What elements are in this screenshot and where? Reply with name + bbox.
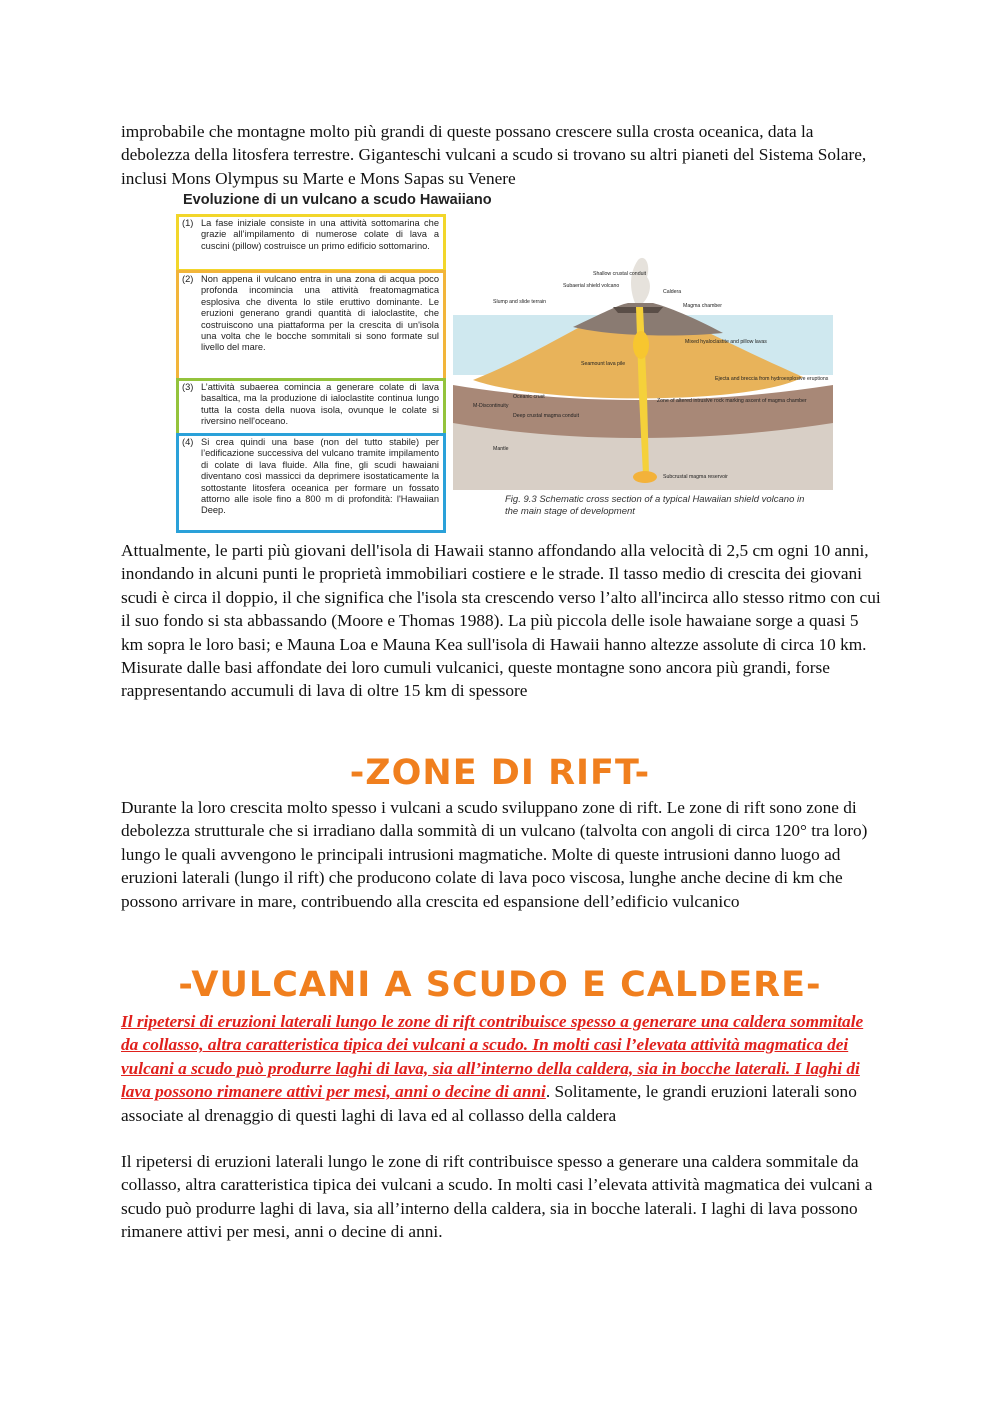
step-number: (4) bbox=[182, 437, 194, 447]
label-subaerial: Subaerial shield volcano bbox=[563, 283, 620, 289]
step-text: Si crea quindi una base (non del tutto stabile) per l’edificazione successiva del vulcano tramite impilamento di colate di lava fluide. Alla fine, gli scudi hawaiani diventano così massicci da deprimere isostaticamente la sottostante litosfera oceanica per formare un fossato attorno alle isole fino a 800 m di profondità: l'Hawaiian Deep. bbox=[201, 437, 439, 516]
magma-chamber-shape bbox=[633, 331, 649, 359]
step-text: Non appena il vulcano entra in una zona di acqua poco profonda incomincia una attività freatomagmatica esplosiva che diventa lo stile eruttivo dominante. Le eruzioni generano grandi quantità di ialoclastite, che costruiscono una piattaforma per la crescita di un'isola una volta che le bocche sommitali si sono formate sul livello del mare. bbox=[201, 274, 439, 353]
label-oceanic-crust: Oceanic crust bbox=[513, 394, 545, 400]
magma-reservoir-shape bbox=[633, 471, 657, 483]
caldera-paragraph bbox=[121, 1010, 881, 1127]
heading-zone-di-rift: -ZONE DI RIFT- bbox=[349, 753, 651, 793]
heading-vulcani-caldere: -VULCANI A SCUDO E CALDERE- bbox=[178, 965, 822, 1005]
label-magma-chamber: Magma chamber bbox=[683, 303, 722, 309]
step-2-box bbox=[176, 270, 446, 386]
step-text: L’attività subaerea comincia a generare colate di lava basaltica, ma la produzione di ialoclastite continua lungo tutta la costa della nuova isola, ovunque le colate si riversino nell'oceano. bbox=[201, 382, 439, 427]
step-number: (3) bbox=[182, 382, 194, 392]
step-4-box bbox=[176, 433, 446, 533]
label-reservoir: Subcrustal magma reservoir bbox=[663, 474, 728, 480]
step-number: (2) bbox=[182, 274, 194, 284]
label-ejecta: Ejecta and breccia from hydroexplosive eruptions bbox=[715, 376, 829, 382]
label-shallow-conduit: Shallow crustal conduit bbox=[593, 271, 647, 277]
label-zone: Zone of altered intrusive rock marking ascent of magma chamber bbox=[657, 398, 807, 404]
step-number: (1) bbox=[182, 218, 194, 228]
label-seamount: Seamount lava pile bbox=[581, 361, 626, 367]
intro-paragraph: improbabile che montagne molto più grandi di queste possano crescere sulla crosta oceanica, data la debolezza della litosfera terrestre. Giganteschi vulcani a scudo si trovano su altri pianeti del Sistema Solare, inclusi Mons Olympus su Marte e Mons Sapas su Venere bbox=[121, 122, 867, 188]
label-caldera: Caldera bbox=[663, 289, 682, 295]
label-moho: M-Discontinuity bbox=[473, 403, 509, 409]
figure-caption: Fig. 9.3 Schematic cross section of a typical Hawaiian shield volcano in the main stage of development bbox=[505, 494, 805, 517]
caldera-repeat-paragraph: Il ripetersi di eruzioni laterali lungo le zone di rift contribuisce spesso a generare una caldera sommitale da collasso, altra caratteristica tipica dei vulcani a scudo. In molti casi l’elevata attività magmatica dei vulcani a scudo può produrre laghi di lava, sia all’interno della caldera, sia in bocche laterali. I laghi di lava possono rimanere attivi per mesi, anni o decine di anni. bbox=[121, 1152, 873, 1242]
caldera-rest-text: . Solitamente, le grandi eruzioni laterali sono associate al drenaggio di questi laghi di lava ed al collasso della caldera bbox=[121, 1082, 857, 1125]
step-3-box bbox=[176, 378, 446, 436]
step-text: La fase iniziale consiste in una attività sottomarina che grazie all’impilamento di numerose colate di lava a cuscini (pillow) costruisce un primo edificio sottomarino. bbox=[201, 218, 439, 251]
step-1-box bbox=[176, 214, 446, 272]
label-mantle: Mantle bbox=[493, 446, 509, 452]
figure-title: Evoluzione di un vulcano a scudo Hawaiiano bbox=[183, 192, 492, 208]
caldera-emphasis-text: Il ripetersi di eruzioni laterali lungo le zone di rift contribuisce spesso a generare una caldera sommitale da collasso, altra caratteristica tipica dei vulcani a scudo. In molti casi l’elevata attività magmatica dei vulcani a scudo può produrre laghi di lava, sia all’interno della caldera, sia in bocche laterali. I laghi di lava possono rimanere attivi per mesi, anni o decine di anni bbox=[121, 1012, 864, 1102]
rift-paragraph: Durante la loro crescita molto spesso i vulcani a scudo sviluppano zone di rift. Le zone di rift sono zone di debolezza strutturale che si irradiano dalla sommità di un vulcano (talvolta con angoli di circa 120° tra loro) lungo le quali avvengono le principali intrusioni magmatiche. Molte di queste intrusioni danno luogo ad eruzioni laterali (lungo il rift) che producono colate di lava poco viscosa, lunghe anche decine di km che possono arrivare in mare, contribuendo alla crescita ed espansione dell’edificio vulcanico bbox=[121, 798, 868, 911]
hawaii-paragraph: Attualmente, le parti più giovani dell'isola di Hawaii stanno affondando alla velocità di 2,5 cm ogni 10 anni, inondando in alcuni punti le proprietà immobiliari costiere e le strade. Il tasso medio di crescita dei giovani scudi è circa il doppio, il che significa che l'isola sta crescendo verso l’alto all'incirca allo stesso ritmo con cui il suo fondo si sta abbassando (Moore e Thomas 1988). La più piccola delle isole hawaiane sorge a quasi 5 km sopra le loro basi; e Mauna Loa e Mauna Kea sull'isola di Hawaii hanno altezze assolute di circa 10 km. Misurate dalle basi affondate dei loro cumuli vulcanici, queste montagne sono ancora più grandi, forse rappresentando accumuli di lava di oltre 15 km di spessore bbox=[121, 541, 881, 701]
label-mixed: Mixed hyaloclastite and pillow lavas bbox=[685, 339, 767, 345]
shield-volcano-cross-section bbox=[453, 245, 833, 495]
label-slump: Slump and slide terrain bbox=[493, 299, 547, 305]
volcano-evolution-figure bbox=[173, 190, 833, 535]
label-deep-conduit: Deep crustal magma conduit bbox=[513, 413, 580, 419]
